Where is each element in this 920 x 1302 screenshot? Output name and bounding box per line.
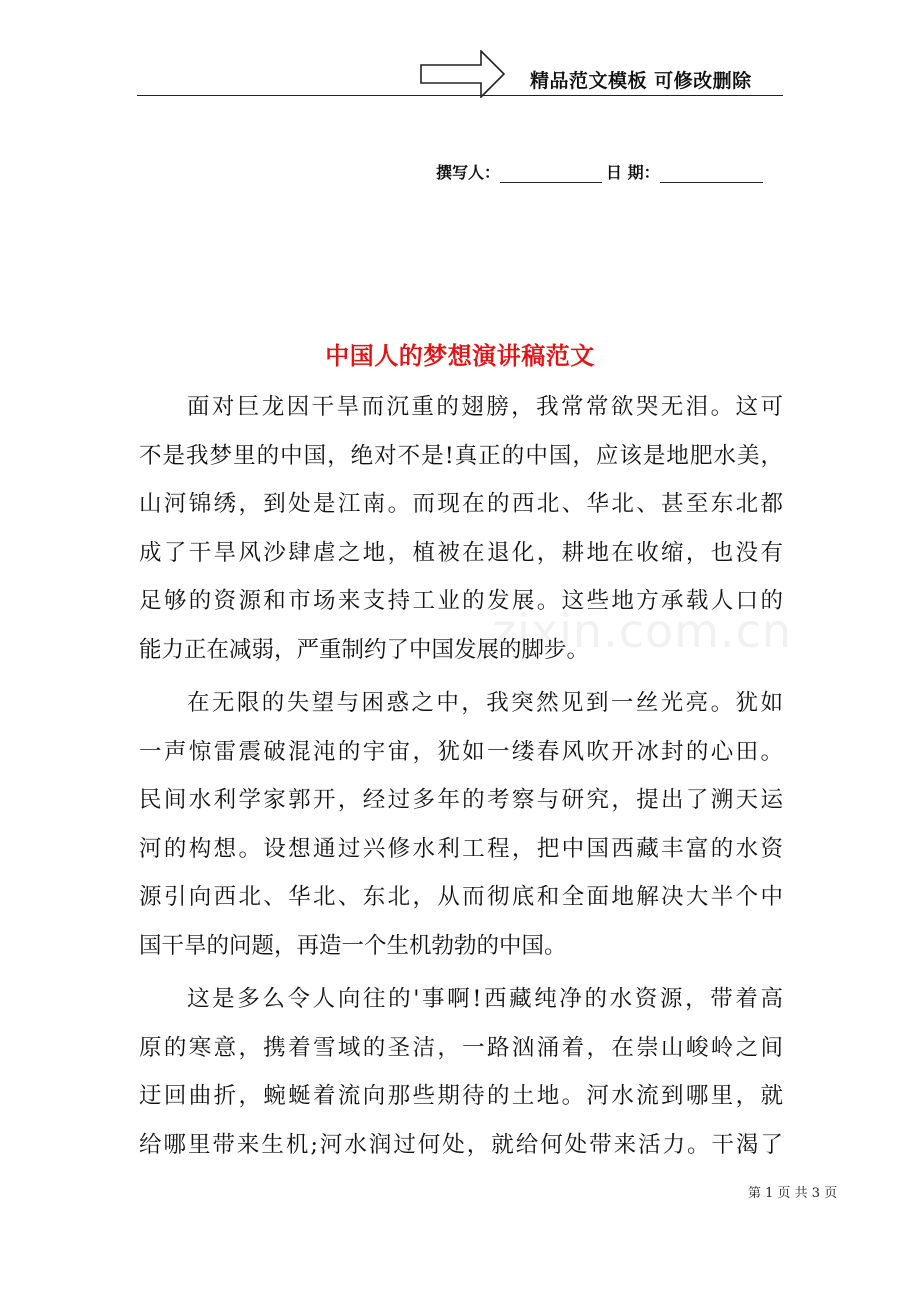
text-line: 给哪里带来生机;河水润过何处，就给何处带来活力。干渴了 — [139, 1131, 783, 1158]
text-line: 不是我梦里的中国，绝对不是!真正的中国，应该是地肥水美， — [139, 442, 783, 469]
header-rule — [137, 95, 783, 96]
text-line: 能力正在减弱，严重制约了中国发展的脚步。 — [139, 636, 590, 663]
date-label: 日 期： — [606, 163, 660, 182]
text-line: 在无限的失望与困惑之中，我突然见到一丝光亮。犹如 — [187, 690, 783, 716]
date-blank — [660, 164, 763, 183]
text-line: 足够的资源和市场来支持工业的发展。这些地方承载人口的 — [139, 588, 783, 614]
text-line: 民间水利学家郭开，经过多年的考察与研究，提出了溯天运 — [139, 787, 783, 813]
watermark: zixin.com.cn — [492, 604, 793, 658]
text-line: 成了干旱风沙肆虐之地，植被在退化，耕地在收缩，也没有 — [139, 539, 783, 566]
text-line: 山河锦绣，到处是江南。而现在的西北、华北、甚至东北都 — [139, 491, 783, 517]
text-line: 河的构想。设想通过兴修水利工程，把中国西藏丰富的水资 — [139, 835, 783, 862]
paragraph — [139, 679, 783, 970]
meta-line — [436, 160, 763, 183]
author-label: 撰写人： — [436, 163, 501, 182]
page-number: 第 1 页 共 3 页 — [748, 1186, 838, 1201]
text-line: 一声惊雷震破混沌的宇宙，犹如一缕春风吹开冰封的心田。 — [139, 738, 783, 765]
paragraph — [139, 383, 783, 674]
text-line: 面对巨龙因干旱而沉重的翅膀，我常常欲哭无泪。这可 — [187, 394, 783, 420]
text-line: 原的寒意，携着雪域的圣洁，一路汹涌着，在崇山峻岭之间 — [139, 1034, 783, 1061]
paragraph — [139, 975, 783, 1169]
text-line: 这是多么令人向往的'事啊!西藏纯净的水资源，带着高 — [187, 986, 783, 1012]
document-body — [139, 383, 783, 1169]
document-title: 中国人的梦想演讲稿范文 — [325, 341, 595, 370]
author-blank — [500, 164, 602, 183]
text-line: 迂回曲折，蜿蜒着流向那些期待的土地。河水流到哪里，就 — [139, 1083, 783, 1109]
text-line: 源引向西北、华北、东北，从而彻底和全面地解决大半个中 — [139, 884, 783, 910]
template-tag: 精品范文模板 可修改删除 — [530, 70, 752, 92]
arrow-right-icon — [420, 50, 506, 98]
text-line: 国干旱的问题，再造一个生机勃勃的中国。 — [139, 932, 567, 959]
